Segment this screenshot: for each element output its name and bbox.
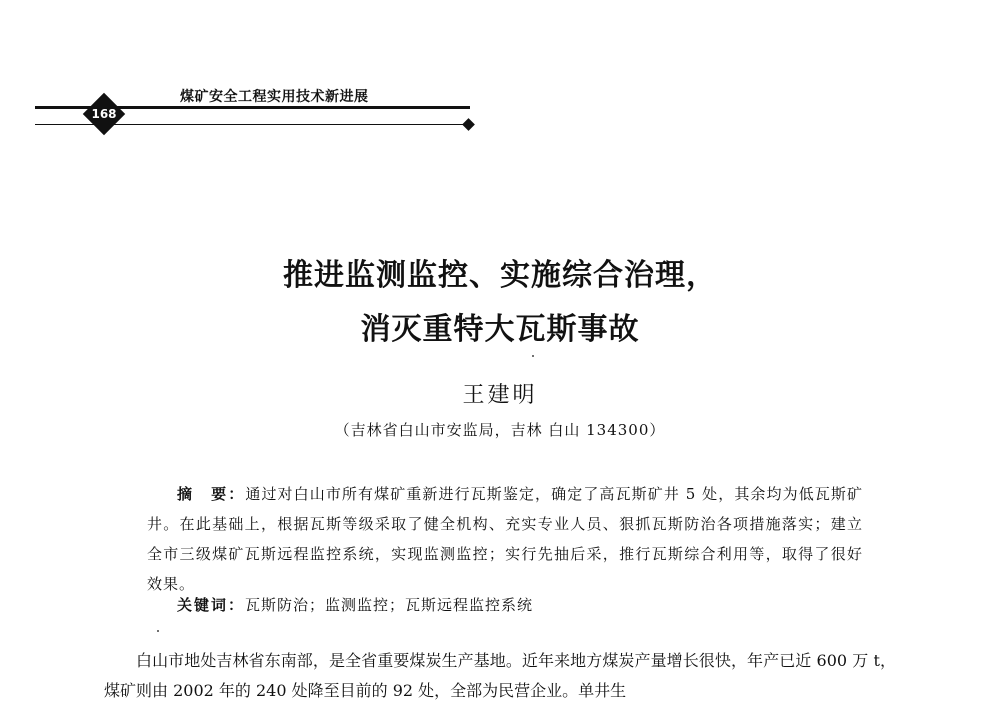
- scan-speck: [157, 630, 159, 632]
- article-title-line-1: 推进监测监控、实施综合治理，: [283, 258, 717, 293]
- page-number: 168: [91, 107, 117, 121]
- abstract-text: 通过对白山市所有煤矿重新进行瓦斯鉴定，确定了高瓦斯矿井 5 处，其余均为低瓦斯矿井。在此基础上，根据瓦斯等级采取了健全机构、充实专业人员、狠抓瓦斯防治各项措施落实；建立全市三级煤矿瓦斯远程监控系统，实现监测监控；实行先抽后采，推行瓦斯综合利用等，取得了很好效果。: [147, 485, 863, 593]
- author-affiliation: （吉林省白山市安监局，吉林 白山 134300）: [334, 421, 666, 439]
- article-title-line-2: 消灭重特大瓦斯事故: [360, 312, 640, 347]
- keywords-label: 关键词：: [177, 596, 246, 614]
- author-name: 王建明: [462, 383, 538, 408]
- header-end-diamond: [462, 118, 475, 131]
- scan-speck: [532, 355, 534, 357]
- body-paragraph: 白山市地处吉林省东南部，是全省重要煤炭生产基地。近年来地方煤炭产量增长很快，年产已近 600 万 t，煤矿则由 2002 年的 240 处降至目前的 92 处，全部为民营企业。单井生: [104, 651, 896, 700]
- keywords: [177, 594, 533, 615]
- abstract: [147, 479, 863, 599]
- running-header-title: 煤矿安全工程实用技术新进展: [180, 89, 369, 105]
- keywords-text: 瓦斯防治；监测监控；瓦斯远程监控系统: [245, 596, 534, 614]
- abstract-label: 摘 要：: [177, 485, 246, 503]
